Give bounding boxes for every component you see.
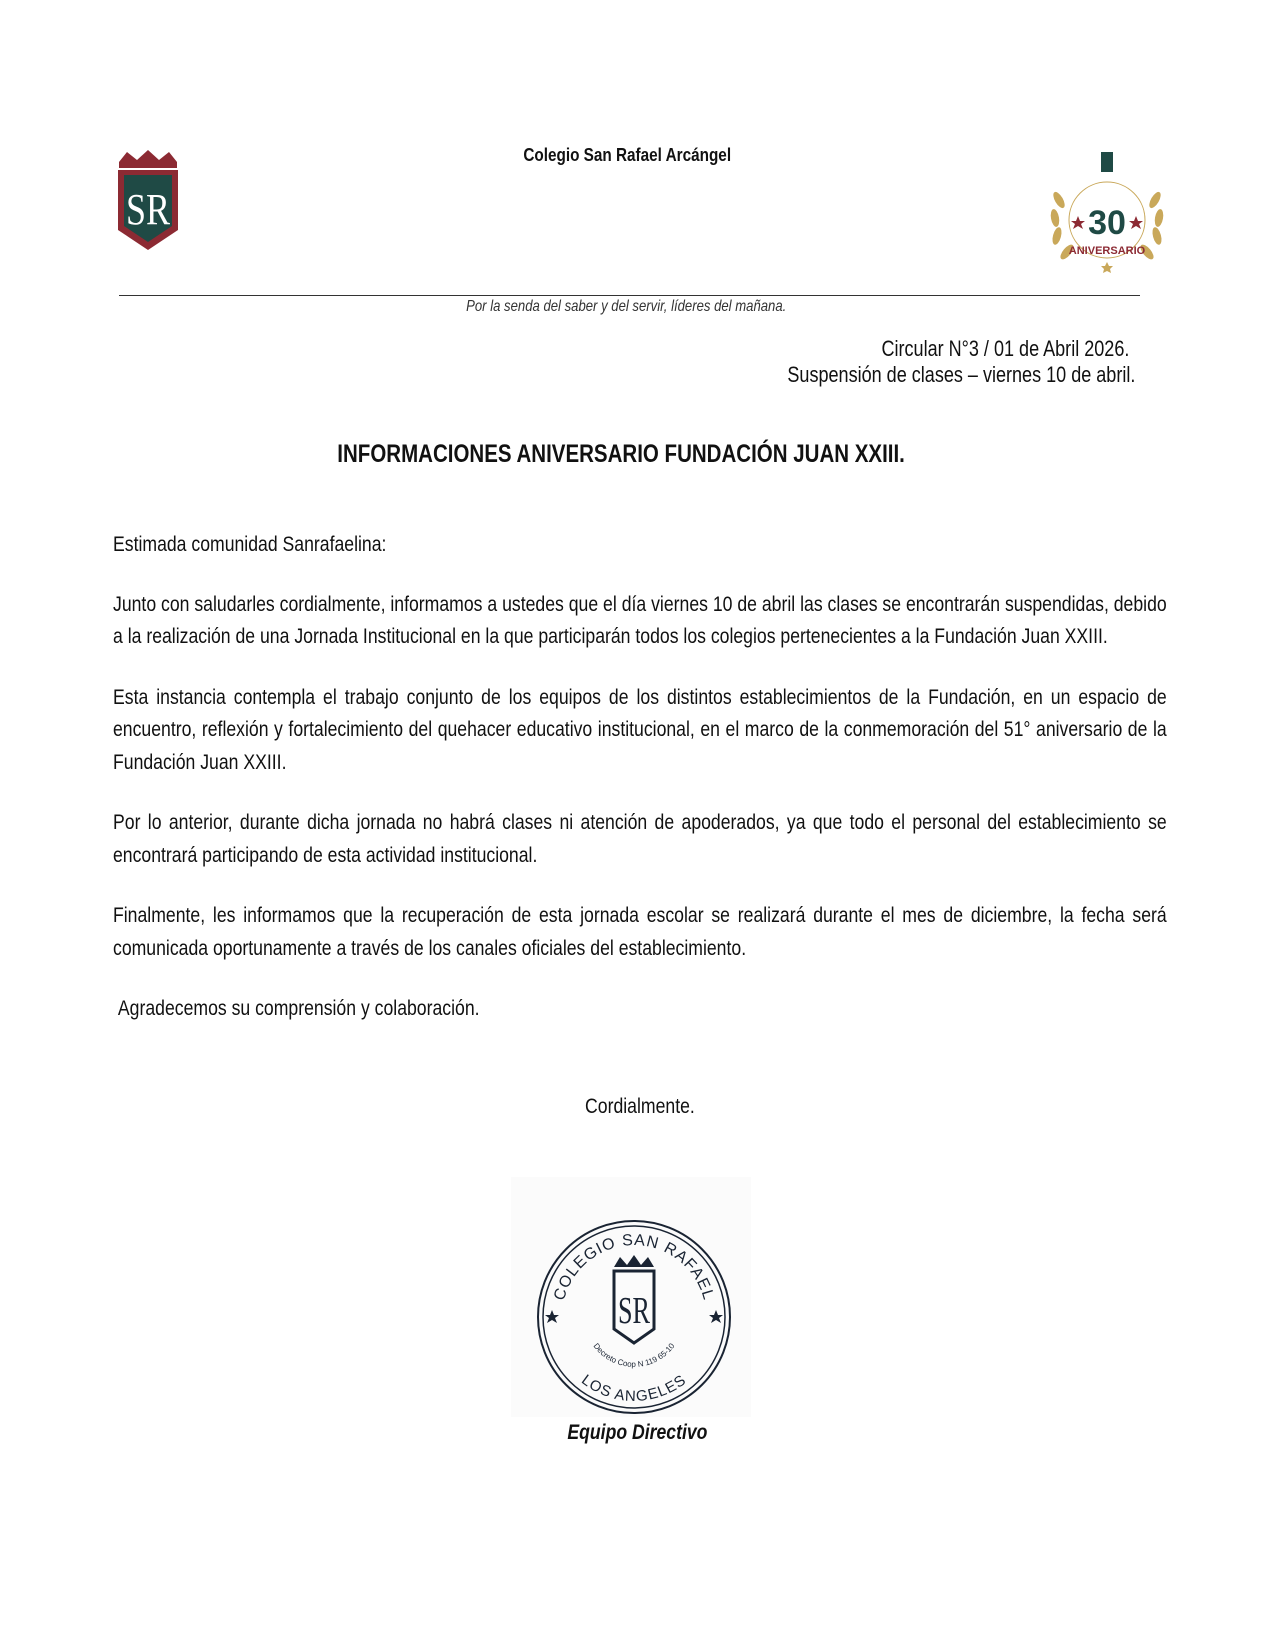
paragraph: Junto con saludarles cordialmente, informamos a ustedes que el día viernes 10 de abril las clases se encontrarán suspendidas, debido a la realización de una Jornada Institucional en la que participarán todos los colegios pertenecientes a la Fundación Juan XXIII. — [113, 591, 1167, 648]
signature — [0, 1420, 1274, 1445]
circular-number: Circular N°3 / 01 de Abril 2026. — [881, 336, 1129, 361]
school-name-text: Colegio San Rafael Arcángel — [523, 145, 732, 165]
closing-text: Cordialmente. — [585, 1094, 695, 1118]
school-seal-stamp — [534, 1217, 734, 1417]
svg-text:30: 30 — [1088, 204, 1126, 242]
thanks-line: Agradecemos su comprensión y colaboración. — [117, 996, 480, 1020]
signature-text: Equipo Directivo — [566, 1420, 708, 1444]
svg-text:LOS ANGELES: LOS ANGELES — [578, 1371, 690, 1406]
svg-text:ANIVERSARIO: ANIVERSARIO — [1068, 245, 1146, 257]
svg-text:SR: SR — [126, 185, 171, 234]
anniversary-logo — [1045, 150, 1169, 278]
svg-text:SR: SR — [618, 1290, 651, 1332]
circular-reference — [711, 336, 1135, 388]
svg-text:COLEGIO SAN RAFAEL: COLEGIO SAN RAFAEL — [551, 1231, 717, 1303]
greeting: Estimada comunidad Sanrafaelina: — [113, 532, 387, 556]
document-title — [0, 440, 1242, 469]
letter-body — [113, 528, 1167, 1025]
svg-text:Decreto Coop N 119 65-10: Decreto Coop N 119 65-10 — [591, 1341, 677, 1369]
circular-subject: Suspensión de clases – viernes 10 de abril. — [787, 362, 1135, 387]
closing — [0, 1094, 1275, 1119]
document-title-text: INFORMACIONES ANIVERSARIO FUNDACIÓN JUAN XXIII. — [337, 440, 905, 468]
header-divider — [119, 295, 1140, 296]
paragraph: Por lo anterior, durante dicha jornada no habrá clases ni atención de apoderados, ya que todo el personal del establecimiento se encontrará participando de esta actividad institucional. — [113, 810, 1167, 867]
school-motto — [0, 298, 1252, 316]
paragraph: Esta instancia contempla el trabajo conjunto de los equipos de los distintos establecimientos de la Fundación, en un espacio de encuentro, reflexión y fortalecimiento del quehacer educativo institucional, en el marco de la conmemoración del 51° aniversario de la Fundación Juan XXIII. — [113, 684, 1167, 774]
paragraph: Finalmente, les informamos que la recuperación de esta jornada escolar se realizará durante el mes de diciembre, la fecha será comunicada oportunamente a través de los canales oficiales del establecimiento. — [113, 903, 1167, 960]
motto-text: Por la senda del saber y del servir, líderes del mañana. — [465, 298, 787, 315]
